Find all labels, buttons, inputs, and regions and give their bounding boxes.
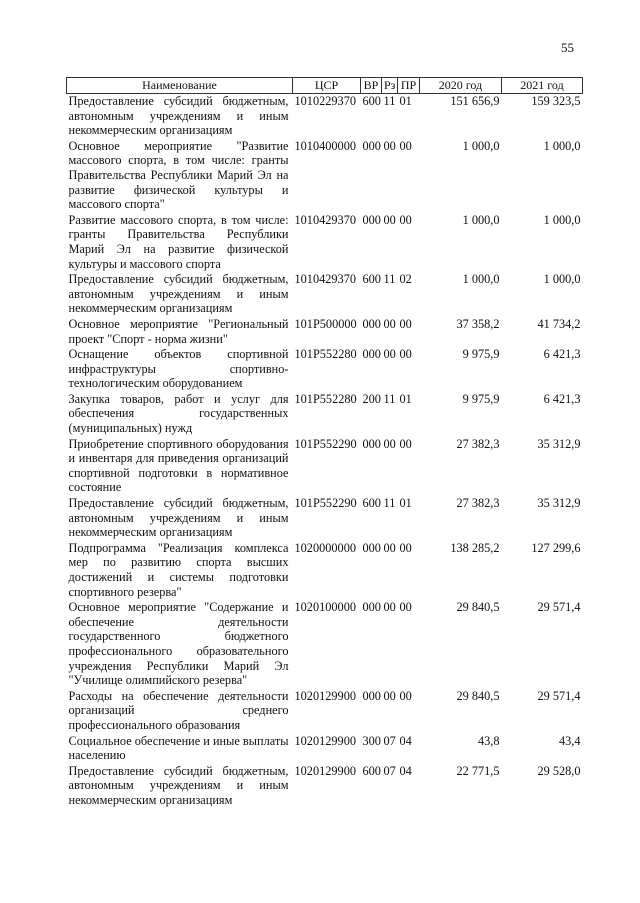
table-row: [67, 541, 583, 600]
header-2020: 2020 год: [420, 78, 502, 94]
table-row: [67, 94, 583, 139]
cell-vr: 600: [362, 763, 381, 778]
cell-y2021: 35 312,9: [537, 436, 581, 451]
cell-y2020: 43,8: [477, 733, 500, 748]
header-csr: ЦСР: [293, 78, 361, 94]
cell-y2021: 1 000,0: [543, 138, 581, 153]
table-row: [67, 496, 583, 541]
header-name: Наименование: [67, 78, 293, 94]
cell-name: Предоставление субсидий бюджетным, автономным учреждениям и иным некоммерческим организациям: [68, 272, 289, 316]
cell-vr: 000: [362, 316, 381, 331]
cell-csr: 1020000000: [294, 540, 356, 555]
cell-vr: 000: [362, 347, 381, 362]
cell-rz: 11: [383, 391, 396, 406]
cell-vr: 600: [362, 94, 381, 108]
cell-name: Социальное обеспечение и иные выплаты населению: [68, 733, 289, 763]
cell-name: Закупка товаров, работ и услуг для обеспечения государственных (муниципальных) нужд: [68, 391, 289, 436]
cell-name: Основное мероприятие "Региональный проект "Спорт - норма жизни": [68, 316, 289, 346]
header-2021: 2021 год: [502, 78, 583, 94]
cell-vr: 000: [362, 540, 381, 555]
budget-table: [66, 77, 583, 809]
cell-csr: 101P552280: [294, 391, 357, 406]
cell-csr: 1020129900: [294, 733, 356, 748]
table-row: [67, 437, 583, 496]
table-header-row: [67, 78, 583, 94]
cell-y2021: 127 299,6: [531, 540, 581, 555]
cell-pr: 04: [399, 733, 412, 748]
cell-y2020: 1 000,0: [462, 212, 500, 227]
cell-rz: 11: [383, 94, 396, 108]
cell-rz: 00: [383, 347, 396, 362]
table-row: [67, 689, 583, 734]
cell-y2020: 9 975,9: [462, 347, 500, 362]
cell-y2020: 1 000,0: [462, 138, 500, 153]
cell-y2021: 1 000,0: [543, 272, 581, 287]
cell-y2021: 29 571,4: [537, 600, 581, 615]
cell-y2021: 43,4: [558, 733, 581, 748]
cell-y2020: 9 975,9: [462, 391, 500, 406]
cell-pr: 01: [399, 94, 412, 108]
cell-name: Основное мероприятие "Содержание и обеспечение деятельности государственного бюджетного профессионального образовательного учреждения Республики Марий Эл "Училище олимпийского резерва": [68, 600, 289, 688]
cell-name: Подпрограмма "Реализация комплекса мер по развитию спорта высших достижений и системы подготовки спортивного резерва": [68, 540, 289, 599]
table-row: [67, 139, 583, 213]
cell-vr: 200: [362, 391, 381, 406]
cell-vr: 600: [362, 272, 381, 287]
header-rz: Рз: [382, 78, 398, 94]
cell-csr: 1010429370: [294, 272, 356, 287]
cell-name: Предоставление субсидий бюджетным, автономным учреждениям и иным некоммерческим организациям: [68, 94, 289, 138]
cell-pr: 04: [399, 763, 412, 778]
cell-csr: 101P552280: [294, 347, 357, 362]
cell-name: Предоставление субсидий бюджетным, автономным учреждениям и иным некоммерческим организациям: [68, 496, 289, 540]
cell-rz: 07: [383, 763, 396, 778]
cell-y2021: 41 734,2: [537, 316, 581, 331]
cell-rz: 00: [383, 212, 396, 227]
cell-pr: 00: [399, 212, 412, 227]
cell-vr: 600: [362, 496, 381, 511]
cell-rz: 00: [383, 138, 396, 153]
cell-name: Основное мероприятие "Развитие массового спорта, в том числе: гранты Правительства Республики Марий Эл на развитие физической культуры и массового спорта": [68, 138, 289, 212]
cell-csr: 1020129900: [294, 688, 356, 703]
cell-csr: 1010429370: [294, 212, 356, 227]
cell-y2021: 35 312,9: [537, 496, 581, 511]
cell-vr: 000: [362, 138, 381, 153]
cell-rz: 11: [383, 496, 396, 511]
cell-name: Приобретение спортивного оборудования и инвентаря для приведения организаций спортивной подготовки в нормативное состояние: [68, 436, 289, 495]
cell-y2020: 1 000,0: [462, 272, 500, 287]
cell-csr: 1020129900: [294, 763, 356, 778]
cell-pr: 00: [399, 138, 412, 153]
cell-csr: 101P552290: [294, 496, 357, 511]
cell-name: Предоставление субсидий бюджетным, автономным учреждениям и иным некоммерческим организациям: [68, 763, 289, 807]
cell-y2021: 1 000,0: [543, 212, 581, 227]
page-number: 55: [561, 40, 574, 55]
cell-name: Расходы на обеспечение деятельности организаций среднего профессионального образования: [68, 688, 289, 732]
cell-pr: 02: [399, 272, 412, 287]
cell-vr: 000: [362, 436, 381, 451]
cell-vr: 000: [362, 212, 381, 227]
cell-pr: 00: [399, 347, 412, 362]
cell-y2020: 29 840,5: [456, 600, 500, 615]
cell-rz: 00: [383, 316, 396, 331]
cell-csr: 1010400000: [294, 138, 356, 153]
table-row: [67, 347, 583, 392]
table-row: [67, 600, 583, 689]
cell-y2021: 6 421,3: [543, 347, 581, 362]
cell-pr: 00: [399, 540, 412, 555]
cell-pr: 00: [399, 688, 412, 703]
cell-y2020: 37 358,2: [456, 316, 500, 331]
table-row: [67, 392, 583, 437]
cell-pr: 00: [399, 600, 412, 615]
table-row: [67, 213, 583, 272]
cell-y2020: 151 656,9: [450, 94, 500, 108]
cell-rz: 00: [383, 688, 396, 703]
cell-rz: 00: [383, 436, 396, 451]
cell-pr: 00: [399, 436, 412, 451]
cell-pr: 00: [399, 316, 412, 331]
table-row: [67, 317, 583, 347]
table-row: [67, 272, 583, 317]
cell-rz: 00: [383, 600, 396, 615]
cell-csr: 1010229370: [294, 94, 356, 108]
header-pr: ПР: [398, 78, 420, 94]
header-vr: ВР: [361, 78, 382, 94]
cell-csr: 101P552290: [294, 436, 357, 451]
cell-rz: 07: [383, 733, 396, 748]
cell-name: Оснащение объектов спортивной инфраструктуры спортивно-технологическим оборудованием: [68, 347, 289, 391]
cell-y2020: 22 771,5: [456, 763, 500, 778]
cell-pr: 01: [399, 391, 412, 406]
cell-vr: 000: [362, 688, 381, 703]
cell-vr: 300: [362, 733, 381, 748]
cell-rz: 00: [383, 540, 396, 555]
cell-y2020: 27 382,3: [456, 496, 500, 511]
cell-name: Развитие массового спорта, в том числе: гранты Правительства Республики Марий Эл на развитие физической культуры и массового спорта: [68, 212, 289, 271]
table-row: [67, 734, 583, 764]
cell-csr: 1020100000: [294, 600, 356, 615]
cell-y2021: 159 323,5: [531, 94, 581, 108]
cell-vr: 000: [362, 600, 381, 615]
cell-y2021: 29 571,4: [537, 688, 581, 703]
cell-y2021: 29 528,0: [537, 763, 581, 778]
cell-y2021: 6 421,3: [543, 391, 581, 406]
cell-rz: 11: [383, 272, 396, 287]
table-row: [67, 764, 583, 809]
cell-pr: 01: [399, 496, 412, 511]
cell-y2020: 138 285,2: [450, 540, 500, 555]
cell-y2020: 27 382,3: [456, 436, 500, 451]
cell-csr: 101P500000: [294, 316, 357, 331]
cell-y2020: 29 840,5: [456, 688, 500, 703]
